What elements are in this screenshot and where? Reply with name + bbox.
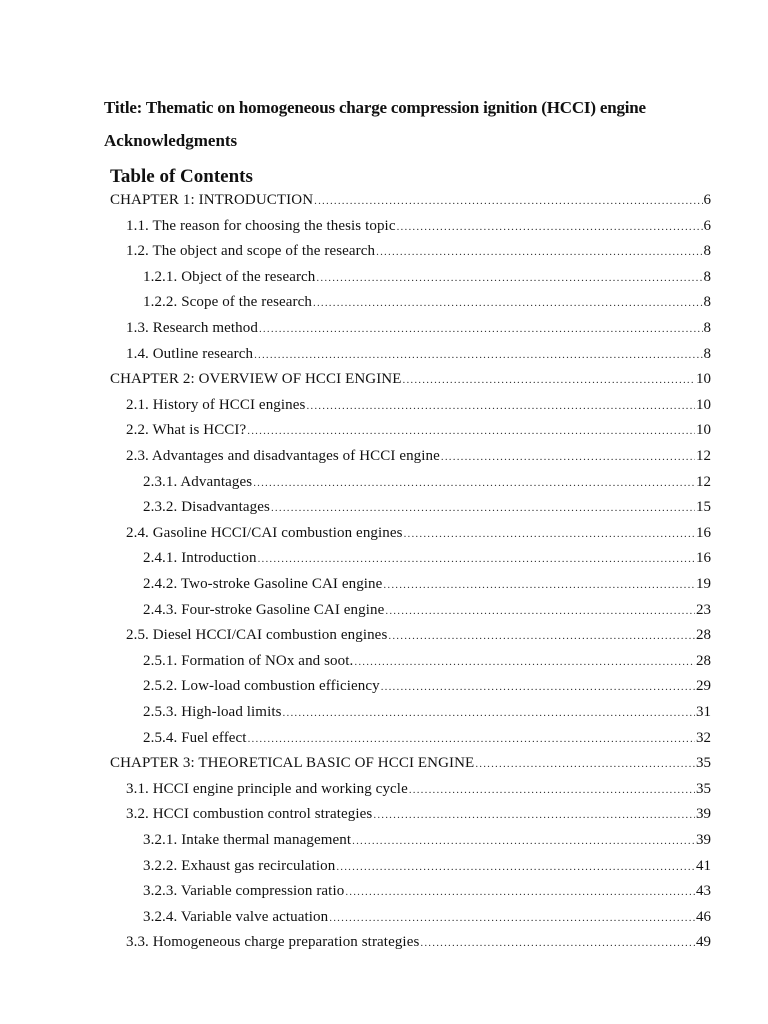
toc-leader-dots [283,702,695,724]
toc-entry[interactable] [126,624,711,646]
toc-entry-page-number: 28 [696,627,711,644]
toc-entry[interactable] [143,829,711,851]
toc-leader-dots [313,292,703,314]
toc-entry-page-number: 41 [696,857,711,874]
acknowledgments-heading[interactable]: Acknowledgments [104,131,238,150]
toc-entry-label: 2.4. Gasoline HCCI/CAI combustion engines [126,524,403,541]
toc-entry-page-number: 6 [703,192,711,208]
toc-entry-page-number: 49 [696,934,711,951]
toc-entry-page-number: 8 [703,243,711,260]
toc-leader-dots [352,830,695,852]
toc-entry-label: 2.3. Advantages and disadvantages of HCCI engine [126,448,440,464]
toc-entry-page-number: 39 [696,806,711,823]
toc-entry-label: 3.2.2. Exhaust gas recirculation [143,857,336,874]
toc-entry[interactable] [126,522,711,544]
toc-entry[interactable] [143,675,711,697]
toc-leader-dots [404,523,695,545]
toc-entry[interactable] [110,189,711,211]
toc-entry[interactable] [143,701,711,723]
toc-leader-dots [253,472,695,494]
toc-entry-page-number: 15 [696,499,711,516]
toc-entry-page-number: 12 [696,473,711,490]
toc-entry-label: 2.1. History of HCCI engines [126,396,306,413]
toc-leader-dots [258,548,695,570]
toc-leader-dots [475,753,695,775]
toc-leader-dots [376,241,702,263]
toc-entry-page-number: 16 [696,524,711,541]
toc-leader-dots [388,625,695,647]
toc-entry-page-number: 19 [696,576,711,592]
toc-entry[interactable] [143,650,711,672]
toc-entry[interactable] [126,419,711,441]
toc-entry-page-number: 12 [696,448,711,464]
toc-leader-dots [354,651,695,673]
toc-entry[interactable] [126,445,711,467]
toc-leader-dots [381,676,695,698]
toc-leader-dots [329,907,695,929]
toc-entry[interactable] [143,291,711,313]
toc-entry-page-number: 46 [696,908,711,925]
toc-entry-label: 2.5.2. Low-load combustion efficiency [143,678,380,695]
toc-entry[interactable] [143,471,711,493]
toc-leader-dots [271,497,695,519]
toc-leader-dots [383,574,695,596]
toc-leader-dots [306,395,695,417]
toc-entry-page-number: 16 [696,550,711,567]
toc-leader-dots [314,190,702,212]
toc-leader-dots [409,779,695,801]
toc-entry-page-number: 39 [696,832,711,848]
toc-entry[interactable] [126,240,711,262]
toc-entry[interactable] [126,778,711,800]
toc-entry-label: 2.3.1. Advantages [143,473,253,490]
toc-entry-label: 3.2.1. Intake thermal management [143,832,352,848]
toc-entry[interactable] [143,599,711,621]
toc-entry-page-number: 8 [703,320,711,336]
toc-entry[interactable] [143,547,711,569]
toc-entry-label: 1.4. Outline research [126,345,254,362]
toc-entry-page-number: 35 [696,780,711,797]
toc-entry-label: CHAPTER 2: OVERVIEW OF HCCI ENGINE [110,371,402,388]
toc-entry-page-number: 10 [696,396,711,413]
toc-entry[interactable] [143,906,711,928]
toc-entry-label: 1.2. The object and scope of the research [126,243,376,260]
toc-entry[interactable] [126,343,711,365]
document-title: Title: Thematic on homogeneous charge compression ignition (HCCI) engine [104,98,646,117]
toc-entry-label: 1.3. Research method [126,320,258,336]
toc-entry-label: 3.1. HCCI engine principle and working cycle [126,780,408,797]
toc-entry[interactable] [126,803,711,825]
toc-entry[interactable] [143,855,711,877]
toc-entry[interactable] [110,752,711,774]
toc-entry-page-number: 8 [703,268,711,285]
toc-entry-label: 1.2.2. Scope of the research [143,294,312,311]
toc-entry[interactable] [143,496,711,518]
toc-entry-page-number: 6 [703,217,711,234]
toc-entry[interactable] [126,394,711,416]
toc-heading: Table of Contents [110,166,253,187]
toc-leader-dots [441,446,695,468]
toc-entry-page-number: 31 [696,704,711,720]
toc-leader-dots [385,600,695,622]
toc-entry[interactable] [126,317,711,339]
toc-entry-label: CHAPTER 1: INTRODUCTION [110,192,314,208]
toc-entry[interactable] [143,573,711,595]
toc-entry-label: 2.2. What is HCCI? [126,422,247,439]
toc-leader-dots [336,856,695,878]
toc-entry-label: 2.5.4. Fuel effect [143,729,247,746]
toc-entry-page-number: 10 [696,371,711,388]
toc-entry-label: 3.3. Homogeneous charge preparation strategies [126,934,420,951]
toc-entry-page-number: 35 [696,755,711,772]
toc-entry[interactable] [110,368,711,390]
toc-leader-dots [247,420,695,442]
toc-entry-page-number: 10 [696,422,711,439]
toc-leader-dots [316,267,702,289]
toc-entry[interactable] [143,727,711,749]
toc-leader-dots [403,369,696,391]
toc-entry-label: 1.2.1. Object of the research [143,268,316,285]
toc-entry-label: 2.4.3. Four-stroke Gasoline CAI engine [143,601,385,618]
toc-entry[interactable] [126,931,711,953]
toc-leader-dots [397,216,703,238]
toc-entry[interactable] [143,266,711,288]
toc-entry[interactable] [143,880,711,902]
toc-entry-page-number: 23 [696,601,711,618]
toc-entry-label: 3.2.3. Variable compression ratio [143,883,345,900]
toc-leader-dots [420,932,695,954]
toc-entry-label: 3.2. HCCI combustion control strategies [126,806,373,823]
toc-leader-dots [248,728,695,750]
toc-leader-dots [259,318,703,340]
toc-leader-dots [254,344,702,366]
toc-leader-dots [373,804,695,826]
toc-entry-label: 2.5.1. Formation of NOx and soot. [143,652,354,669]
toc-entry-page-number: 8 [703,294,711,311]
toc-entry-label: 3.2.4. Variable valve actuation [143,908,329,925]
toc-entry[interactable] [126,215,711,237]
toc-entry-page-number: 8 [703,345,711,362]
toc-entry-label: 1.1. The reason for choosing the thesis topic [126,217,396,234]
toc-entry-label: CHAPTER 3: THEORETICAL BASIC OF HCCI ENGINE [110,755,475,772]
toc-entry-page-number: 29 [696,678,711,695]
toc-entry-label: 2.4.2. Two-stroke Gasoline CAI engine [143,576,383,592]
toc-entry-label: 2.5. Diesel HCCI/CAI combustion engines [126,627,388,644]
toc-entry-label: 2.4.1. Introduction [143,550,257,567]
toc-entry-page-number: 32 [696,729,711,746]
toc-entry-page-number: 28 [696,652,711,669]
toc-entry-label: 2.5.3. High-load limits [143,704,282,720]
toc-entry-label: 2.3.2. Disadvantages [143,499,270,516]
toc-leader-dots [345,881,695,903]
toc-entry-page-number: 43 [696,883,711,900]
